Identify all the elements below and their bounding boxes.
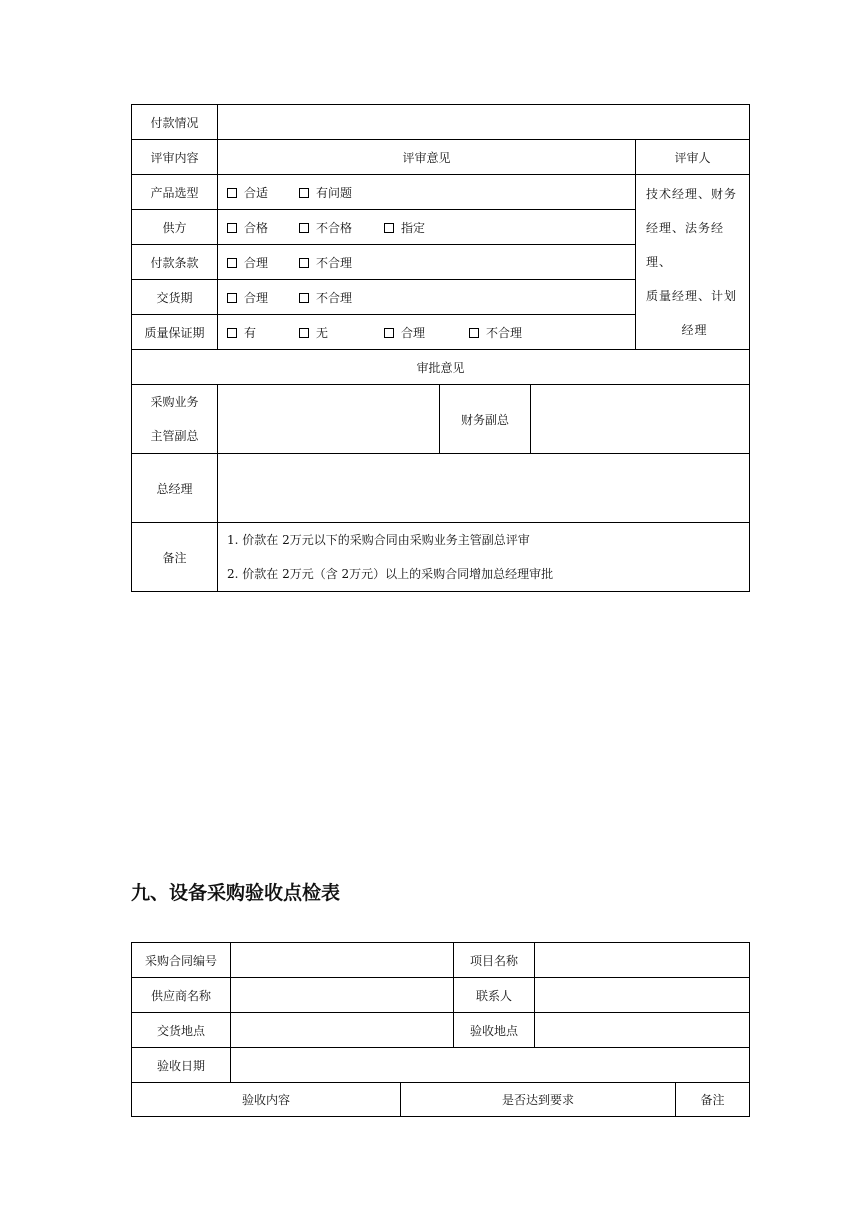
general-manager-label: 总经理 [132, 454, 218, 523]
contact-field[interactable] [535, 978, 750, 1013]
acceptance-content-header: 验收内容 [132, 1083, 401, 1117]
delivery-place-field[interactable] [231, 1013, 454, 1048]
inspection-table [131, 942, 750, 1117]
checkbox-option[interactable]: 合理 [227, 254, 299, 271]
acceptance-place-field[interactable] [535, 1013, 750, 1048]
review-table [131, 104, 750, 592]
acceptance-date-field[interactable] [231, 1048, 750, 1083]
delivery-place-label: 交货地点 [132, 1013, 231, 1048]
approval-header: 审批意见 [132, 350, 750, 385]
review-opinion-header: 评审意见 [218, 140, 636, 175]
reviewer-header: 评审人 [636, 140, 750, 175]
checkbox-icon [384, 328, 394, 338]
payment-status-field[interactable] [218, 105, 750, 140]
row-label-payment-terms: 付款条款 [132, 245, 218, 280]
checkbox-icon [227, 258, 237, 268]
payment-terms-options [218, 245, 636, 280]
checkbox-option[interactable]: 不合理 [299, 289, 352, 306]
product-selection-options [218, 175, 636, 210]
checkbox-option[interactable]: 不合理 [299, 254, 352, 271]
reviewers-list: 技术经理、财务 经理、法务经理、 质量经理、计划 经理 [636, 175, 750, 350]
payment-status-label: 付款情况 [132, 105, 218, 140]
row-label-supplier: 供方 [132, 210, 218, 245]
contract-no-label: 采购合同编号 [132, 943, 231, 978]
contact-label: 联系人 [454, 978, 535, 1013]
contract-no-field[interactable] [231, 943, 454, 978]
checkbox-option[interactable]: 合格 [227, 219, 299, 236]
remarks-label: 备注 [132, 523, 218, 592]
checkbox-icon [227, 188, 237, 198]
checkbox-option[interactable]: 指定 [384, 219, 425, 236]
remark-line: 1. 价款在 2万元以下的采购合同由采购业务主管副总评审 [227, 533, 530, 547]
row-label-product-selection: 产品选型 [132, 175, 218, 210]
delivery-period-options [218, 280, 636, 315]
checkbox-option[interactable]: 合理 [227, 289, 299, 306]
checkbox-icon [384, 223, 394, 233]
checkbox-icon [227, 328, 237, 338]
supplier-name-label: 供应商名称 [132, 978, 231, 1013]
checkbox-icon [299, 328, 309, 338]
acceptance-place-label: 验收地点 [454, 1013, 535, 1048]
warranty-period-options [218, 315, 636, 350]
checkbox-icon [469, 328, 479, 338]
section-title: 九、设备采购验收点检表 [131, 882, 341, 904]
general-manager-field[interactable] [218, 454, 750, 523]
supplier-options [218, 210, 636, 245]
checkbox-icon [299, 188, 309, 198]
row-label-delivery-period: 交货期 [132, 280, 218, 315]
checkbox-icon [299, 223, 309, 233]
checkbox-option[interactable]: 合适 [227, 184, 299, 201]
review-content-header: 评审内容 [132, 140, 218, 175]
checkbox-option[interactable]: 合理 [384, 324, 469, 341]
checkbox-option[interactable]: 有 [227, 324, 299, 341]
checkbox-option[interactable]: 无 [299, 324, 384, 341]
checkbox-icon [227, 293, 237, 303]
remark-line: 2. 价款在 2万元（含 2万元）以上的采购合同增加总经理审批 [227, 567, 554, 581]
row-label-warranty-period: 质量保证期 [132, 315, 218, 350]
project-name-field[interactable] [535, 943, 750, 978]
checkbox-option[interactable]: 不合格 [299, 219, 384, 236]
supplier-name-field[interactable] [231, 978, 454, 1013]
meets-requirements-header: 是否达到要求 [401, 1083, 676, 1117]
inspection-remarks-header: 备注 [676, 1083, 750, 1117]
checkbox-icon [227, 223, 237, 233]
checkbox-icon [299, 293, 309, 303]
acceptance-date-label: 验收日期 [132, 1048, 231, 1083]
project-name-label: 项目名称 [454, 943, 535, 978]
purchasing-vp-field[interactable] [218, 385, 440, 454]
checkbox-option[interactable]: 不合理 [469, 324, 522, 341]
purchasing-vp-label: 采购业务 主管副总 [132, 385, 218, 454]
remarks-content [218, 523, 750, 592]
checkbox-option[interactable]: 有问题 [299, 184, 352, 201]
finance-vp-label: 财务副总 [440, 385, 531, 454]
checkbox-icon [299, 258, 309, 268]
finance-vp-field[interactable] [531, 385, 750, 454]
